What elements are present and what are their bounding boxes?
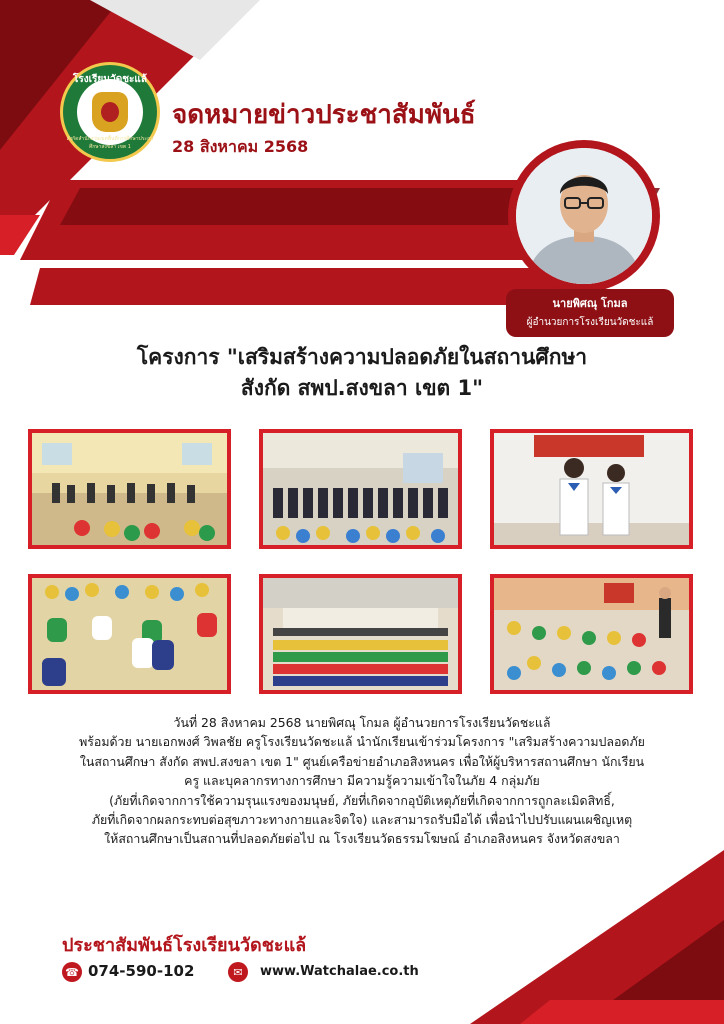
photo-two-students [490, 429, 693, 549]
news-body-line: วันที่ 28 สิงหาคม 2568 นายพิศณุ โกมล ผู้อำนวยการโรงเรียนวัดชะแล้ [173, 715, 551, 730]
school-logo-subtext: สังกัดสำนักงานเขตพื้นที่การศึกษาประถมศึกษาสงขลา เขต 1 [66, 136, 154, 150]
photo-speaker-students [490, 574, 693, 694]
school-logo-text: โรงเรียนวัดชะแล้ [73, 74, 147, 85]
footer-phone: 074-590-102 [88, 962, 195, 980]
project-title-line1: โครงการ "เสริมสร้างความปลอดภัยในสถานศึกษา [136, 345, 588, 369]
director-name: นายพิศณุ โกมล [552, 297, 628, 310]
photo-teachers-students-hall [28, 429, 231, 549]
footer-title: ประชาสัมพันธ์โรงเรียนวัดชะแล้ [62, 935, 307, 956]
newsletter-title: จดหมายข่าวประชาสัมพันธ์ [172, 100, 476, 130]
project-title [0, 342, 724, 404]
school-logo [60, 62, 160, 162]
news-body-line: (ภัยที่เกิดจากการใช้ความรุนแรงของมนุษย์, ภัยที่เกิดจากอุบัติเหตุภัยที่เกิดจากการถูกละเมิดสิทธิ์, [109, 792, 615, 808]
news-body-line: ครู และบุคลากรทางการศึกษา มีความรู้ความเข้าใจในภัย 4 กลุ่มภัย [184, 773, 540, 789]
news-body-line: ภัยที่เกิดจากผลกระทบต่อสุขภาวะทางกายและจิตใจ) และสามารถรับมือได้ เพื่อนำไปปรับแผนเผชิญเหตุ [91, 812, 633, 828]
footer-website-link[interactable]: www.Watchalae.co.th [260, 964, 419, 979]
photo-students-seated-wide [259, 574, 462, 694]
director-nameplate [506, 289, 674, 337]
director-photo [516, 148, 652, 284]
photo-group-standing [259, 429, 462, 549]
project-title-line2: สังกัด สพป.สงขลา เขต 1" [240, 376, 484, 400]
news-body-line: พร้อมด้วย นายเอกพงศ์ วิพลชัย ครูโรงเรียนวัดชะแล้ นำนักเรียนเข้าร่วมโครงการ "เสริมสร้างความปลอดภัย [79, 734, 645, 750]
emblem-icon [92, 92, 128, 132]
phone-icon: ☎ [62, 962, 82, 982]
mail-icon: ✉ [228, 962, 248, 982]
director-position: ผู้อำนวยการโรงเรียนวัดชะแล้ [526, 317, 654, 328]
news-body [22, 713, 702, 849]
news-body-line: ให้สถานศึกษาเป็นสถานที่ปลอดภัยต่อไป ณ โรงเรียนวัดธรรมโฆษณ์ อำเภอสิงหนคร จังหวัดสงขลา [104, 831, 620, 847]
news-body-line: ในสถานศึกษา สังกัด สพป.สงขลา เขต 1" ศูนย์เครือข่ายอำเภอสิงหนคร เพื่อให้ผู้บริหารสถานศึกษา นักเรียน [79, 753, 645, 769]
newsletter-date: 28 สิงหาคม 2568 [172, 137, 309, 156]
photo-students-seated-closeup [28, 574, 231, 694]
